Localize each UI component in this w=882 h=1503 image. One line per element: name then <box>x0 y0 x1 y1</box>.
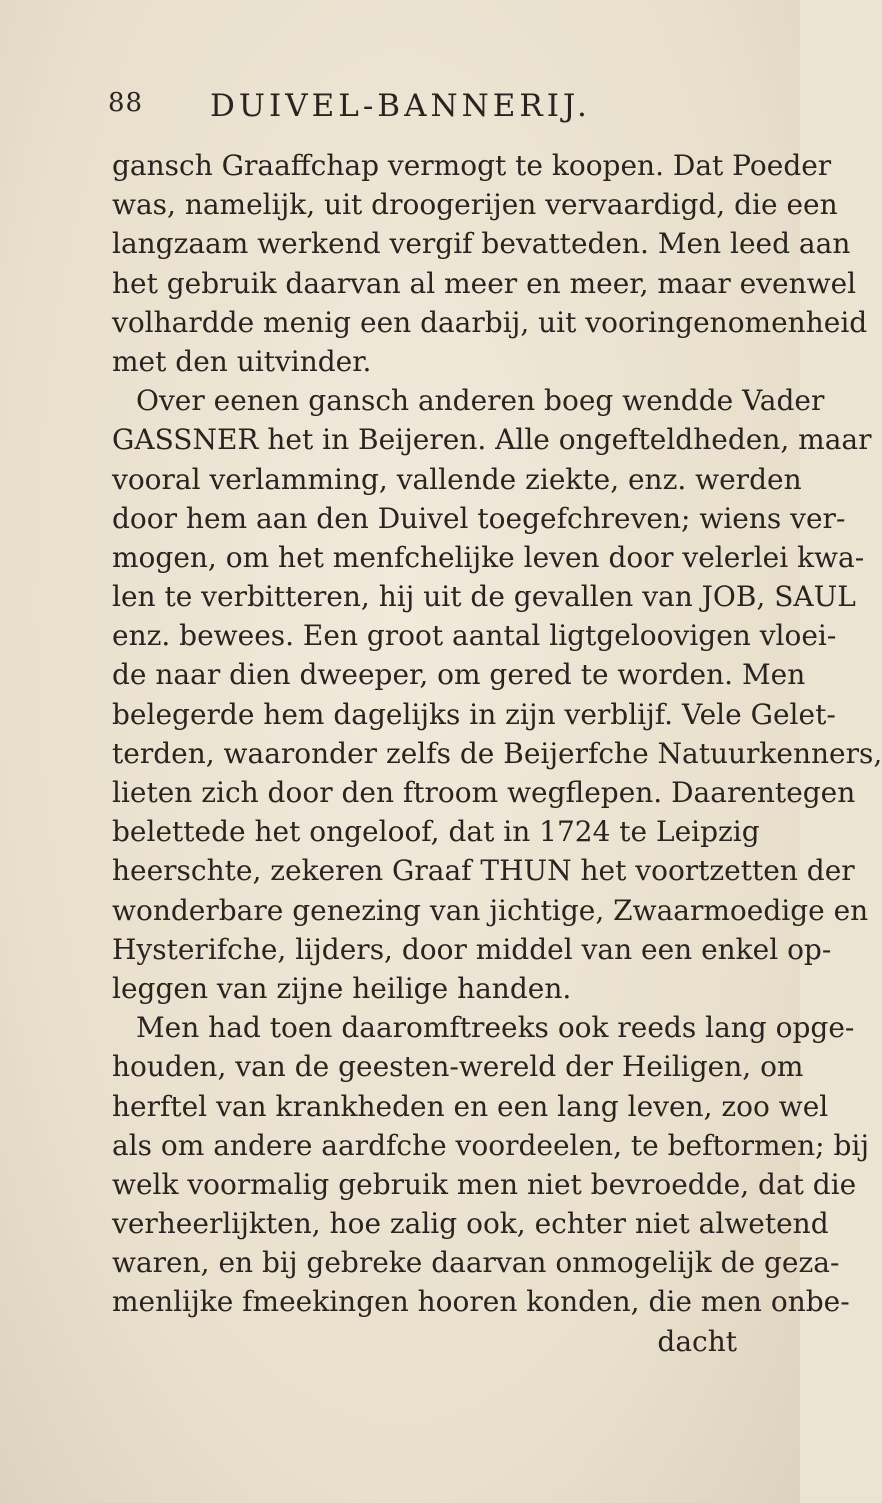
text-line: lieten zich door den ftroom wegflepen. Daarentegen <box>112 776 856 809</box>
text-line: terden, waaronder zelfs de Beijerfche Natuurkenners, <box>112 736 882 770</box>
text-line: het gebruik daarvan al meer en meer, maar evenwel <box>112 266 857 300</box>
text-line: als om andere aardfche voordeelen, te beftormen; bij <box>112 1128 870 1162</box>
text-line: welk voormalig gebruik men niet bevroedde, dat die <box>112 1167 857 1201</box>
text-line: dacht <box>657 1324 737 1358</box>
text-line: vooral verlamming, vallende ziekte, enz. werden <box>112 462 802 496</box>
text-line: belegerde hem dagelijks in zijn verblijf. Vele Gelet- <box>112 697 836 731</box>
running-title: DUIVEL-BANNERIJ. <box>210 88 591 124</box>
text-line: gansch Graaffchap vermogt te koopen. Dat Poeder <box>112 149 832 182</box>
text-line: belettede het ongeloof, dat in 1724 te Leipzig <box>112 815 760 849</box>
text-line: de naar dien dweeper, om gered te worden. Men <box>112 658 806 692</box>
text-line: menlijke fmeekingen hooren konden, die men onbe- <box>112 1285 850 1319</box>
text-line: herftel van krankheden en een lang leven, zoo wel <box>112 1089 829 1123</box>
text-line: waren, en bij gebreke daarvan onmogelijk de geza- <box>112 1246 840 1280</box>
text-line: door hem aan den Duivel toegefchreven; wiens ver- <box>112 501 846 535</box>
text-line: len te verbitteren, hij uit de gevallen van JOB, SAUL <box>112 580 856 614</box>
page-number: 88 <box>108 88 144 118</box>
text-line: Over eenen gansch anderen boeg wendde Vader <box>136 384 825 418</box>
text-line: Hysterifche, lijders, door middel van een enkel op- <box>112 932 832 966</box>
text-line: Men had toen daaromftreeks ook reeds lang opge- <box>136 1011 855 1045</box>
text-line: wonderbare genezing van jichtige, Zwaarmoedige en <box>112 893 869 927</box>
text-line: was, namelijk, uit droogerijen vervaardigd, die een <box>112 188 838 222</box>
page-header <box>108 88 728 128</box>
text-line: verheerlijkten, hoe zalig ook, echter niet alwetend <box>112 1207 829 1241</box>
text-line: langzaam werkend vergif bevatteden. Men leed aan <box>112 227 851 261</box>
text-line: met den uitvinder. <box>112 344 372 378</box>
text-line: heerschte, zekeren Graaf THUN het voortzetten der <box>112 854 855 888</box>
text-line: leggen van zijne heilige handen. <box>112 971 572 1005</box>
body-text <box>112 146 882 1361</box>
text-line: GASSNER het in Beijeren. Alle ongefteldheden, maar <box>112 423 872 457</box>
text-line: houden, van de geesten-wereld der Heiligen, om <box>112 1050 804 1084</box>
text-line: mogen, om het menfchelijke leven door velerlei kwa- <box>112 540 865 574</box>
text-line: enz. bewees. Een groot aantal ligtgeloovigen vloei- <box>112 619 837 653</box>
text-line: volhardde menig een daarbij, uit vooringenomenheid <box>112 305 868 339</box>
